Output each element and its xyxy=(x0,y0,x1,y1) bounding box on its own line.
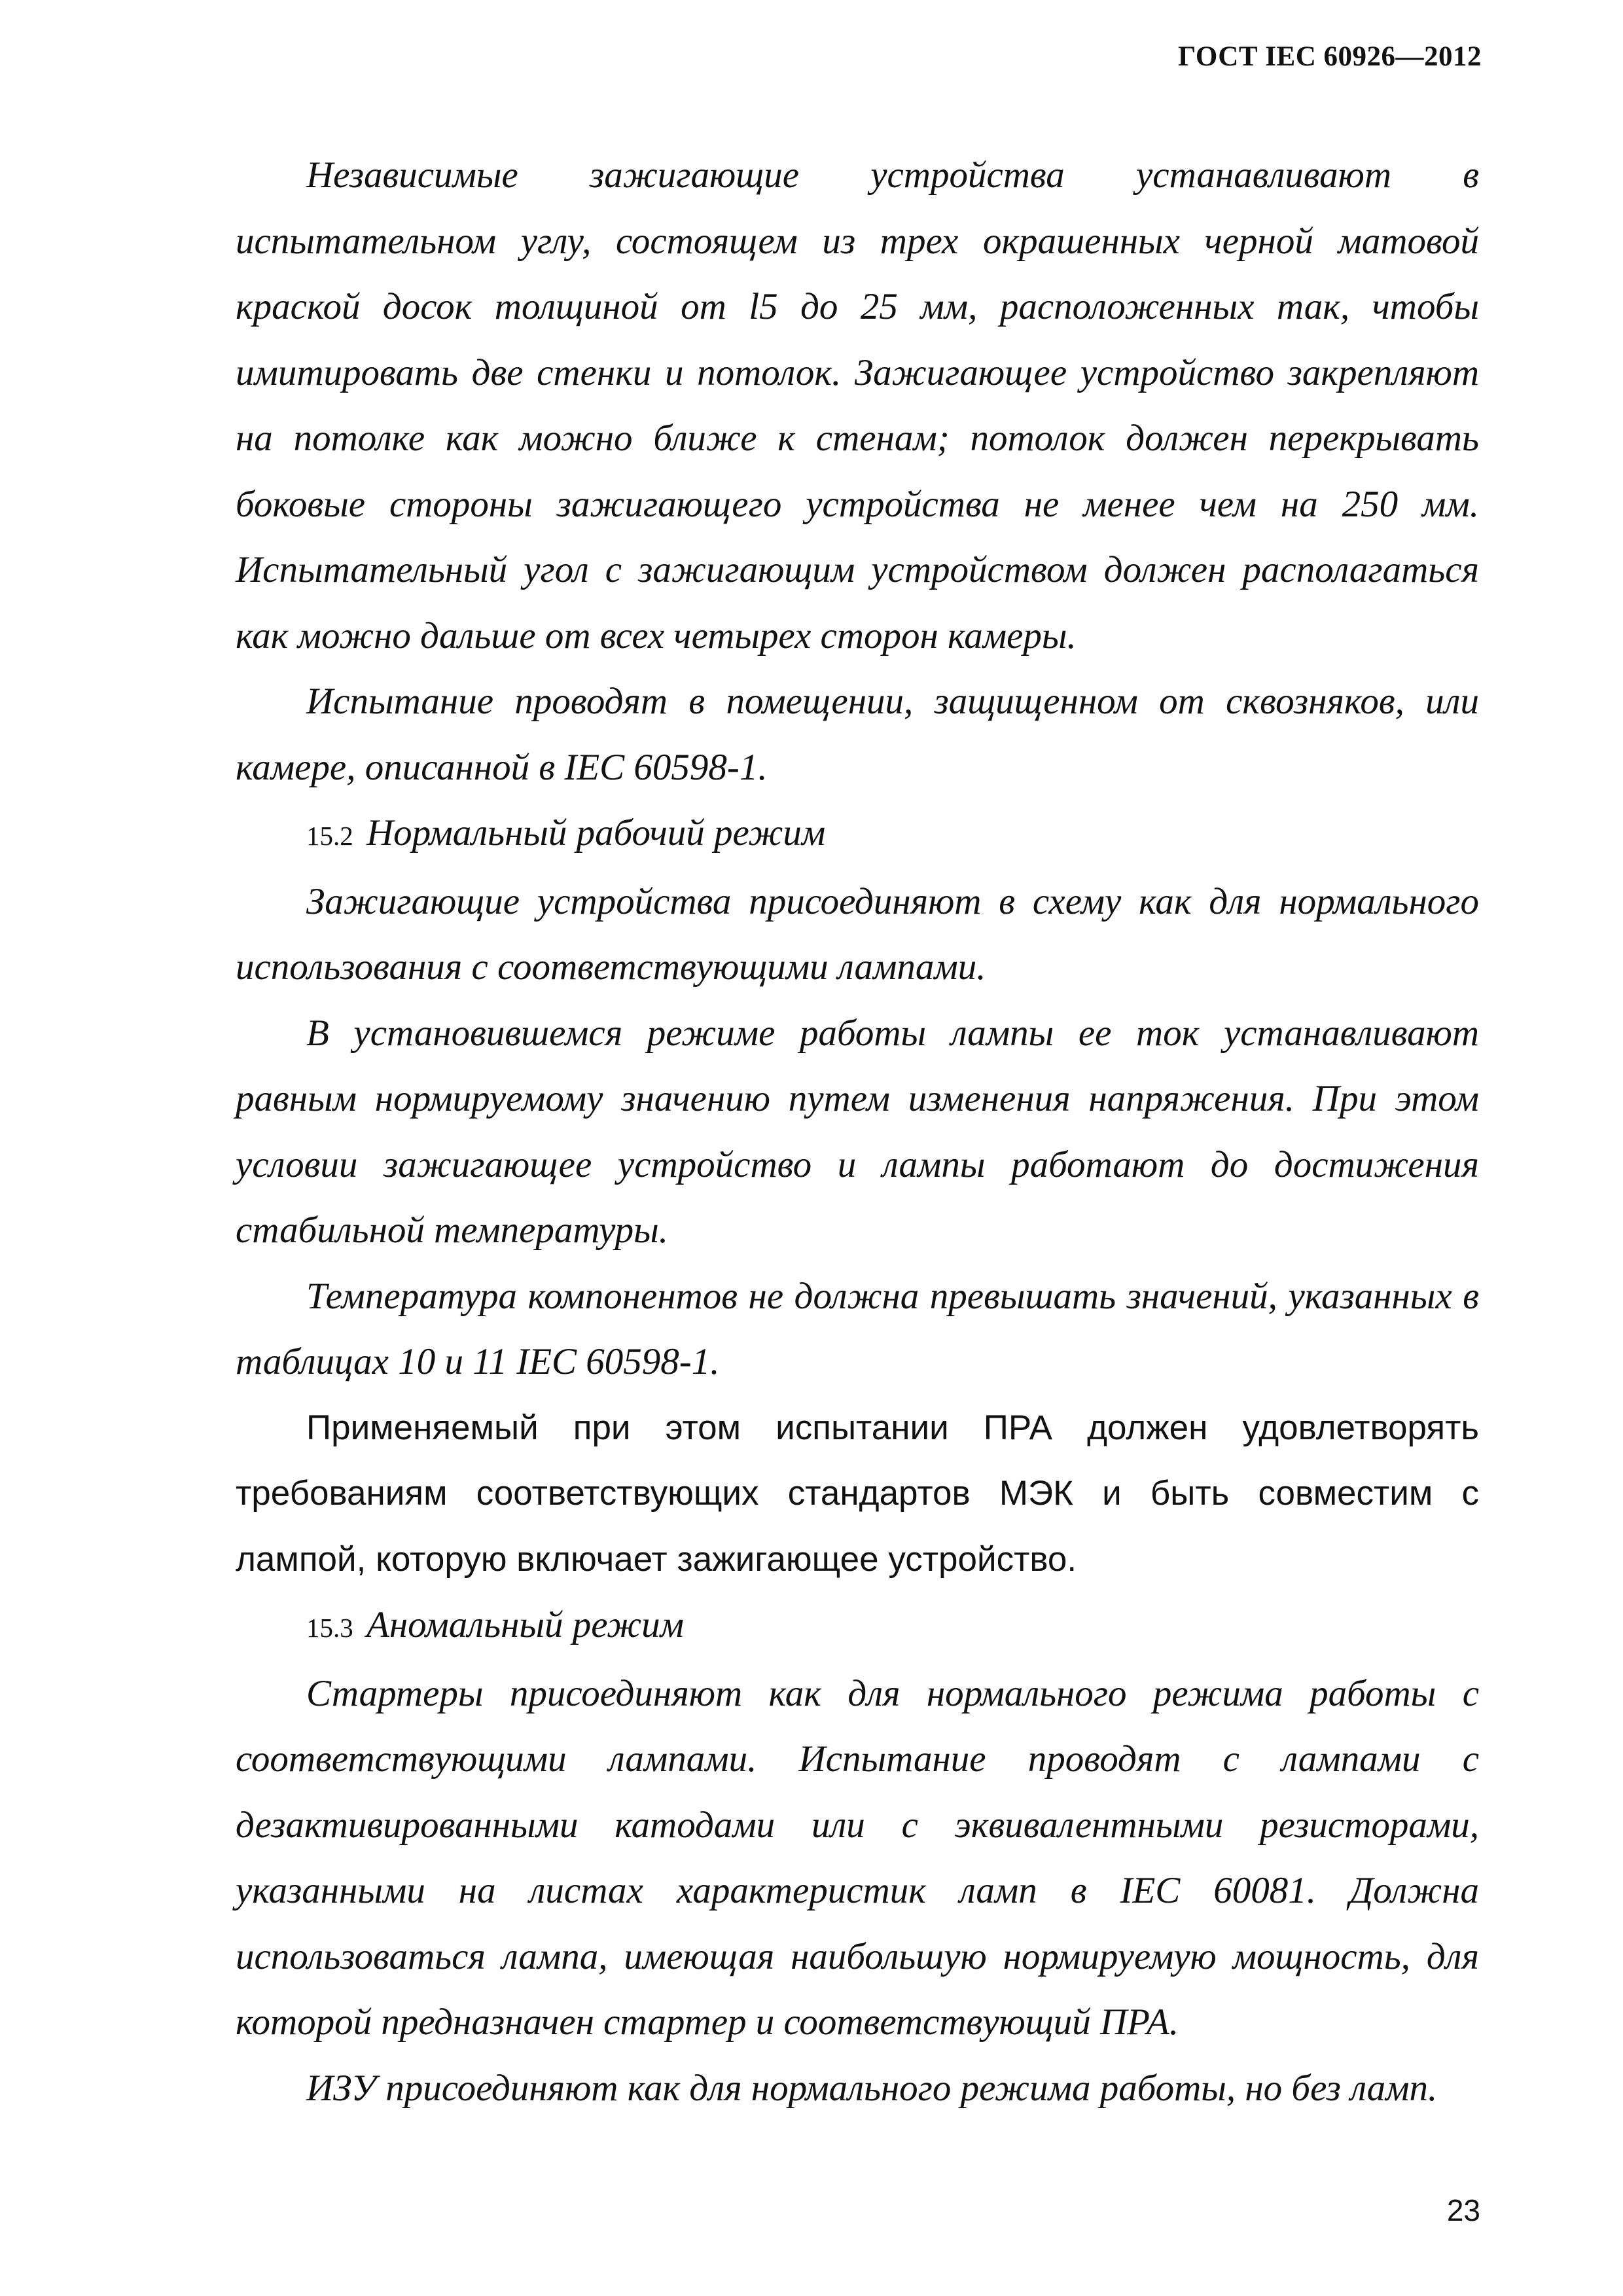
paragraph-izu: ИЗУ присоединяют как для нормального режима работы, но без ламп. xyxy=(306,2067,1438,2109)
section-title: Аномальный режим xyxy=(366,1604,685,1645)
paragraph-steady-state: В установившемся режиме работы лампы ее ток устанавливают равным нормируемому значению путем изменения напряжения. При этом условии зажигающее устройство и лампы работают до достижения стабильной температуры. xyxy=(236,1012,1479,1251)
paragraph-connection: Зажигающие устройства присоединяют в схему как для нормального использования с соответствующими лампами. xyxy=(236,880,1479,988)
document-body xyxy=(236,143,1479,2121)
paragraph-ballast-requirement: Применяемый при этом испытании ПРА должен удовлетворять требованиям соответствующих стандартов МЭК и быть совместим с лампой, которую включает зажигающее устройство. xyxy=(236,1408,1479,1579)
paragraph-starters: Стартеры присоединяют как для нормального режима работы с соответствующими лампами. Испытание проводят с лампами с дезактивированными катодами или с эквивалентными резисторами, указанными на листах характеристик ламп в IEC 60081. Должна использоваться лампа, имеющая наибольшую нормируемую мощность, для которой предназначен стартер и соответствующий ПРА. xyxy=(236,1672,1479,2043)
paragraph-test-corner: Независимые зажигающие устройства устанавливают в испытательном углу, состоящем из трех окрашенных черной матовой краской досок толщиной от l5 до 25 мм, расположенных так, чтобы имитировать две стенки и потолок. Зажигающее устройство закрепляют на потолке как можно ближе к стенам; потолок должен перекрывать боковые стороны зажигающего устройства не менее чем на 250 мм. Испытательный угол с зажигающим устройством должен располагаться как можно дальше от всех четырех сторон камеры. xyxy=(236,154,1479,656)
section-number: 15.3 xyxy=(306,1613,353,1643)
page-number: 23 xyxy=(1446,2193,1480,2227)
section-title: Нормальный рабочий режим xyxy=(366,812,826,853)
paragraph-temperature-limit: Температура компонентов не должна превышать значений, указанных в таблицах 10 и 11 IEC 60598-1. xyxy=(236,1275,1479,1382)
section-number: 15.2 xyxy=(306,821,353,851)
section-heading-15-3 xyxy=(236,1592,1479,1661)
document-header: ГОСТ IEC 60926—2012 xyxy=(1178,41,1482,72)
section-heading-15-2 xyxy=(236,800,1479,869)
paragraph-test-room: Испытание проводят в помещении, защищенном от сквозняков, или камере, описанной в IEC 60598-1. xyxy=(236,681,1479,788)
